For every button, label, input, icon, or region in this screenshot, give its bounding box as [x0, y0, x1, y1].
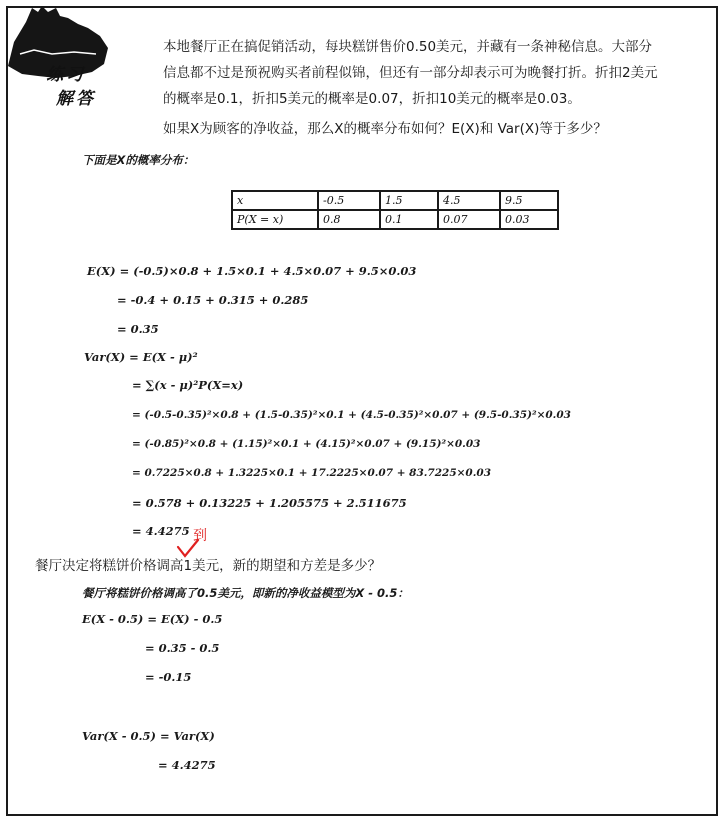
answer2-v-line-1: Var(X - 0.5) = Var(X) — [82, 729, 215, 743]
question-text: 如果X为顾客的净收益，那么X的概率分布如何？E(X)和 Var(X)等于多少？ — [163, 121, 607, 137]
table-cell: x — [232, 191, 318, 210]
distribution-intro: 下面是X的概率分布： — [82, 153, 195, 167]
probability-table — [231, 190, 559, 230]
answer2-e-line-3: = -0.15 — [145, 670, 192, 684]
answer2-e-line-1: E(X - 0.5) = E(X) - 0.5 — [82, 612, 223, 626]
table-cell: -0.5 — [318, 191, 380, 210]
intro-paragraph — [163, 34, 683, 112]
table-cell: 0.8 — [318, 210, 380, 229]
answer2-e-line-2: = 0.35 - 0.5 — [145, 641, 220, 655]
var-line-3: = (-0.5-0.35)²×0.8 + (1.5-0.35)²×0.1 + (4.5-0.35)²×0.07 + (9.5-0.35)²×0.03 — [132, 409, 571, 421]
badge-line2: 解答 — [56, 89, 96, 109]
badge-line1: 练习 — [46, 65, 86, 85]
table-cell: 1.5 — [380, 191, 438, 210]
intro-line-1: 本地餐厅正在搞促销活动，每块糕饼售价0.50美元，并藏有一条神秘信息。大部分 — [163, 39, 653, 55]
var-line-6: = 0.578 + 0.13225 + 1.205575 + 2.511675 — [132, 496, 407, 510]
table-row — [232, 191, 558, 210]
answer2-v-line-2: = 4.4275 — [158, 758, 216, 772]
var-line-2: = ∑(x - μ)²P(X=x) — [132, 378, 244, 392]
ex-line-3: = 0.35 — [117, 322, 159, 336]
table-cell: 9.5 — [500, 191, 558, 210]
var-line-5: = 0.7225×0.8 + 1.3225×0.1 + 17.2225×0.07 + 83.7225×0.03 — [132, 467, 492, 479]
question2-text: 餐厅决定将糕饼价格调高1美元，新的期望和方差是多少？ — [35, 558, 382, 574]
table-cell: 4.5 — [438, 191, 500, 210]
var-line-1: Var(X) = E(X - μ)² — [84, 350, 198, 364]
table-cell: 0.07 — [438, 210, 500, 229]
table-row — [232, 210, 558, 229]
correction-annotation: 到 — [193, 528, 207, 544]
var-line-7: = 4.4275 — [132, 524, 190, 538]
intro-line-2: 信息都不过是预祝购买者前程似锦，但还有一部分却表示可为晚餐打折。折扣2美元 — [163, 65, 658, 81]
table-cell: 0.1 — [380, 210, 438, 229]
table-cell: P(X = x) — [232, 210, 318, 229]
table-cell: 0.03 — [500, 210, 558, 229]
var-line-4: = (-0.85)²×0.8 + (1.15)²×0.1 + (4.15)²×0.07 + (9.15)²×0.03 — [132, 438, 481, 450]
answer2-intro: 餐厅将糕饼价格调高了0.5美元，即新的净收益模型为X - 0.5： — [82, 586, 409, 600]
ex-line-1: E(X) = (-0.5)×0.8 + 1.5×0.1 + 4.5×0.07 + 9.5×0.03 — [87, 264, 417, 278]
ex-line-2: = -0.4 + 0.15 + 0.315 + 0.285 — [117, 293, 309, 307]
intro-line-3: 的概率是0.1，折扣5美元的概率是0.07，折扣10美元的概率是0.03。 — [163, 91, 581, 107]
